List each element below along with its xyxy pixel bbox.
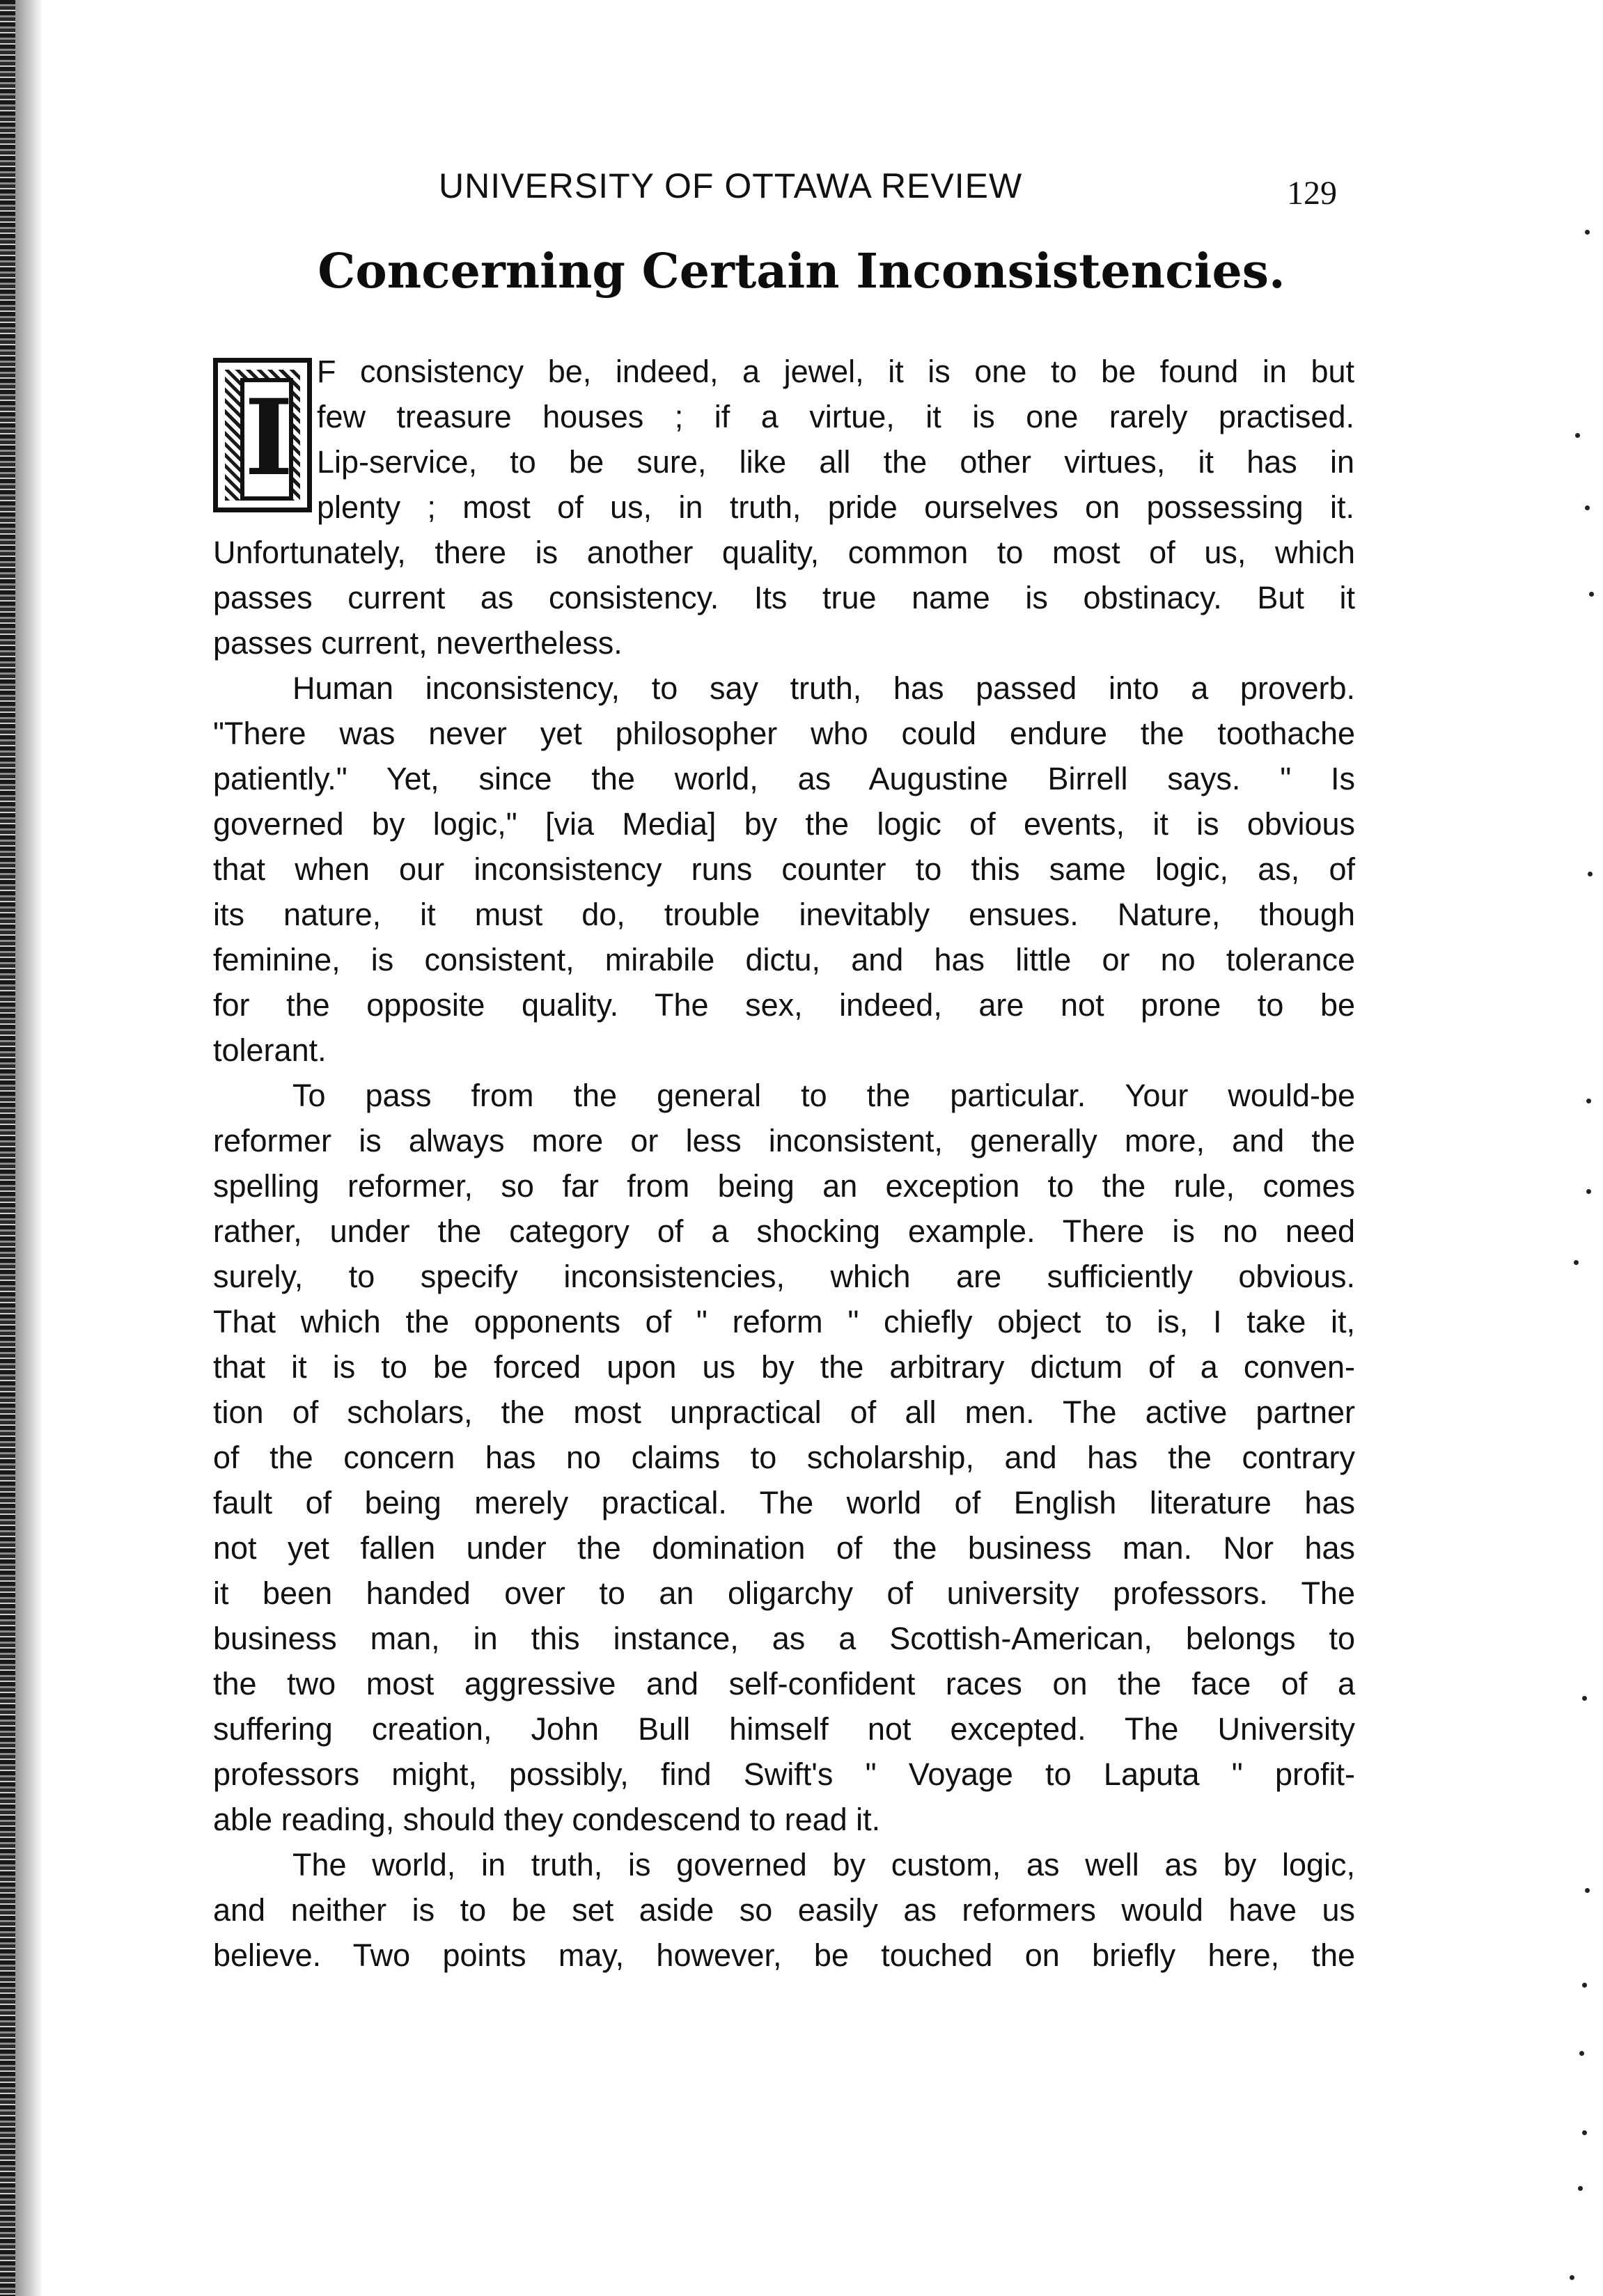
running-head: UNIVERSITY OF OTTAWA REVIEW bbox=[439, 166, 1023, 205]
scan-speck bbox=[1570, 2275, 1574, 2280]
body-line: that when our inconsistency runs counter to this same logic, as, of bbox=[213, 851, 1355, 887]
scan-speck bbox=[1585, 505, 1590, 510]
body-line: it been handed over to an oligarchy of university professors. The bbox=[213, 1575, 1355, 1611]
scan-speck bbox=[1589, 592, 1594, 597]
body-line: That which the opponents of " reform " chiefly object to is, I take it, bbox=[213, 1304, 1355, 1339]
body-line: passes current as consistency. Its true name is obstinacy. But it bbox=[213, 580, 1355, 615]
scan-speck bbox=[1578, 2186, 1583, 2191]
body-line: Lip-service, to be sure, like all the other virtues, it has in bbox=[317, 444, 1354, 480]
body-line: able reading, should they condescend to read it. bbox=[213, 1802, 881, 1837]
body-line: for the opposite quality. The sex, indeed, are not prone to be bbox=[213, 987, 1355, 1023]
scan-speck bbox=[1575, 433, 1580, 438]
body-line: feminine, is consistent, mirabile dictu, and has little or no tolerance bbox=[213, 942, 1355, 977]
body-line: and neither is to be set aside so easily as reformers would have us bbox=[213, 1892, 1355, 1928]
body-line: Human inconsistency, to say truth, has passed into a proverb. bbox=[292, 670, 1355, 706]
scan-speck bbox=[1574, 1260, 1579, 1265]
scan-speck bbox=[1585, 1888, 1590, 1893]
scan-speck bbox=[1582, 1983, 1587, 1988]
body-line: surely, to specify inconsistencies, which are sufficiently obvious. bbox=[213, 1259, 1355, 1294]
body-line: reformer is always more or less inconsistent, generally more, and the bbox=[213, 1123, 1355, 1158]
body-line: believe. Two points may, however, be touched on briefly here, the bbox=[213, 1937, 1355, 1973]
scan-speck bbox=[1585, 230, 1590, 235]
body-line: governed by logic," [via Media] by the logic of events, it is obvious bbox=[213, 806, 1355, 842]
body-line: fault of being merely practical. The world of English literature has bbox=[213, 1485, 1355, 1520]
scan-speck bbox=[1588, 872, 1593, 876]
drop-cap-letter: I bbox=[240, 378, 293, 501]
scan-speck bbox=[1579, 2051, 1584, 2056]
body-line: The world, in truth, is governed by custom, as well as by logic, bbox=[292, 1847, 1355, 1882]
body-line: patiently." Yet, since the world, as Augustine Birrell says. " Is bbox=[213, 761, 1355, 796]
body-line: Unfortunately, there is another quality, common to most of us, which bbox=[213, 535, 1355, 570]
body-line: that it is to be forced upon us by the arbitrary dictum of a conven- bbox=[213, 1349, 1355, 1385]
body-line: professors might, possibly, find Swift's " Voyage to Laputa " profit- bbox=[213, 1756, 1355, 1792]
body-line: spelling reformer, so far from being an exception to the rule, comes bbox=[213, 1168, 1355, 1204]
body-line: suffering creation, John Bull himself not excepted. The University bbox=[213, 1711, 1355, 1747]
scan-speck bbox=[1586, 1099, 1591, 1103]
body-line: passes current, nevertheless. bbox=[213, 625, 623, 661]
body-line: tolerant. bbox=[213, 1032, 327, 1068]
body-line: its nature, it must do, trouble inevitably ensues. Nature, though bbox=[213, 897, 1355, 932]
body-line: tion of scholars, the most unpractical of all men. The active partner bbox=[213, 1394, 1355, 1430]
body-line: plenty ; most of us, in truth, pride ourselves on possessing it. bbox=[317, 489, 1354, 525]
body-line: F consistency be, indeed, a jewel, it is one to be found in but bbox=[317, 354, 1354, 389]
body-line: few treasure houses ; if a virtue, it is one rarely practised. bbox=[317, 399, 1354, 434]
body-line: business man, in this instance, as a Scottish-American, belongs to bbox=[213, 1621, 1355, 1656]
body-line: the two most aggressive and self-confident races on the face of a bbox=[213, 1666, 1355, 1701]
body-line: To pass from the general to the particular. Your would-be bbox=[292, 1078, 1355, 1113]
body-line: rather, under the category of a shocking example. There is no need bbox=[213, 1213, 1355, 1249]
scan-speck bbox=[1582, 1696, 1587, 1701]
page-number: 129 bbox=[1287, 175, 1337, 212]
body-line: "There was never yet philosopher who could endure the toothache bbox=[213, 716, 1355, 751]
article-title: Concerning Certain Inconsistencies. bbox=[318, 244, 1285, 299]
scan-speck bbox=[1586, 1189, 1591, 1194]
body-line: of the concern has no claims to scholarship, and has the contrary bbox=[213, 1440, 1355, 1475]
scan-speck bbox=[1582, 2130, 1587, 2135]
body-line: not yet fallen under the domination of the business man. Nor has bbox=[213, 1530, 1355, 1566]
